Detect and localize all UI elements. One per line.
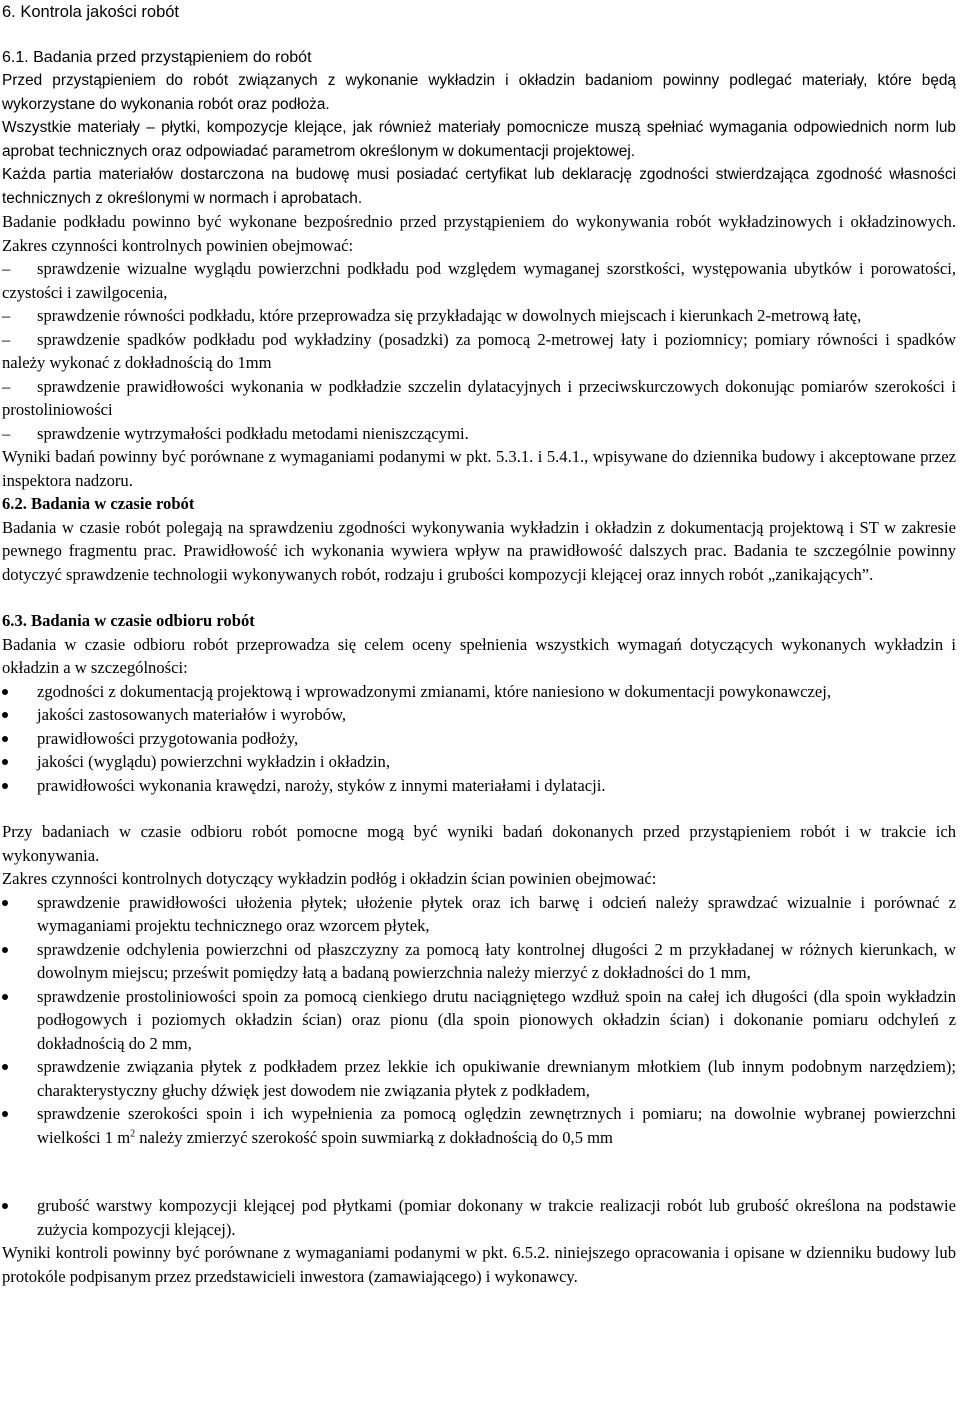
- paragraph: Zakres czynności kontrolnych dotyczący wykładzin podłóg i okładzin ścian powinien obejmować:: [2, 869, 657, 888]
- paragraph-part: Badanie podkładu powinno być wykonane bezpośrednio przed przystąpieniem do wykonywania robót wykładzinowych i okładzinowych.: [2, 212, 956, 231]
- bullet-icon: [2, 689, 8, 695]
- paragraph: Wyniki badań powinny być porównane z wymaganiami podanymi w pkt. 5.3.1. i 5.4.1., wpisywane do dziennika budowy i akceptowane przez inspektora nadzoru.: [2, 447, 956, 490]
- bullet-icon: [2, 1111, 8, 1117]
- list-item-text: sprawdzenie odchylenia powierzchni od płaszczyzny za pomocą łaty kontrolnej długości 2 m przykładanej w różnych kierunkach, w dowolnym miejscu; prześwit pomiędzy łatą a badaną powierzchnia należy mierzyć z dokładności do 1 mm,: [37, 939, 956, 982]
- dash-marker: –: [2, 376, 11, 396]
- dash-marker: –: [2, 329, 11, 349]
- bullet-icon: [2, 947, 8, 953]
- list-item-text: prawidłowości wykonania krawędzi, naroży, styków z innymi materiałami i dylatacji.: [37, 775, 606, 795]
- paragraph-part: Zakres czynności kontrolnych powinien obejmować:: [2, 235, 354, 255]
- list-item: [2, 750, 956, 774]
- heading-number: 6.3.: [2, 611, 27, 630]
- list-item-text: sprawdzenie wytrzymałości podkładu metodami nieniszczącymi.: [37, 423, 469, 443]
- paragraph: Badania w czasie odbioru robót przeprowadza się celem oceny spełnienia wszystkich wymagań dotyczących wykonanych wykładzin i okładzin a w szczególności:: [2, 634, 956, 677]
- list-item-text: sprawdzenie szerokości spoin i ich wypełnienia za pomocą oględzin zewnętrznych i pomiaru; na dowolnie wybranej powierzchni wielkości 1 m: [37, 1104, 956, 1147]
- bullet-icon: [2, 759, 8, 765]
- dash-marker: –: [2, 306, 11, 325]
- list-item-text: sprawdzenie prostoliniowości spoin za pomocą cienkiego drutu naciągniętego wzdłuż spoin na całej ich długości (dla spoin wykładzin podłogowych i poziomych okładzin ścian) oraz pionu (dla spoin pionowych okładzin ścian) i dokonanie pomiaru odchyleń z dokładnością do 2 mm,: [37, 986, 956, 1053]
- list-item-text: jakości (wyglądu) powierzchni wykładzin i okładzin,: [37, 752, 390, 771]
- list-item-text: sprawdzenie spadków podkładu pod wykładziny (posadzki) za pomocą 2-metrowej łaty i poziomnicy; pomiary równości i spadków należy wykonać z dokładnością do 1mm: [2, 329, 956, 372]
- superscript: 2: [130, 1127, 136, 1139]
- bullet-list: [2, 1194, 956, 1241]
- paragraph: Badania w czasie robót polegają na sprawdzeniu zgodności wykonywania wykładzin i okładzin z dokumentacją projektową i ST w zakresie pewnego fragmentu prac. Prawidłowość ich wykonania wywiera wpływ na prawidłowość dalszych prac. Badania te szczególnie powinny dotyczyć sprawdzenie technologii wykonywanych robót, rodzaju i grubości kompozycji klejącej oraz innych robót „zanikających”.: [2, 517, 956, 584]
- bullet-icon: [2, 1203, 8, 1209]
- heading-title: Badania w czasie odbioru robót: [26, 611, 255, 630]
- heading-title: Badania w czasie robót: [26, 494, 195, 513]
- list-item-text: zgodności z dokumentacją projektową i wprowadzonymi zmianami, które naniesiono w dokumentacji powykonawczej,: [37, 681, 831, 701]
- bullet-icon: [2, 900, 8, 906]
- list-item: [2, 1194, 956, 1241]
- list-item: [2, 985, 956, 1056]
- spacer: [2, 797, 956, 820]
- spacer: [2, 586, 956, 609]
- spacer: [2, 1149, 956, 1194]
- paragraph: Wyniki kontroli powinny być porównane z wymaganiami podanymi w pkt. 6.5.2. niniejszego opracowania i opisane w dzienniku budowy lub protokóle podpisanym przez przedstawicieli inwestora (zamawiającego) i wykonawcy.: [2, 1243, 956, 1286]
- list-item: [2, 891, 956, 938]
- list-item-text: należy zmierzyć szerokość spoin suwmiarką z dokładnością do 0,5 mm: [135, 1127, 613, 1147]
- list-item: [2, 328, 956, 375]
- list-item: [2, 680, 956, 704]
- list-item-text: sprawdzenie wizualne wyglądu powierzchni podkładu pod względem wymaganej szorstkości, występowania ubytków i porowatości, czystości i zawilgocenia,: [2, 259, 956, 302]
- section-heading: 6. Kontrola jakości robót: [2, 3, 180, 21]
- subsection-heading-6-3: [2, 609, 956, 633]
- paragraph: Przy badaniach w czasie odbioru robót pomocne mogą być wyniki badań dokonanych przed przystąpieniem robót i w trakcie ich wykonywania.: [2, 822, 956, 865]
- bullet-icon: [2, 994, 8, 1000]
- list-item-text: sprawdzenie równości podkładu, które przeprowadza się przykładając w dowolnych miejscach i kierunkach 2-metrową łatę,: [37, 306, 862, 325]
- subsection-heading-6-2: [2, 492, 956, 516]
- bullet-icon: [2, 712, 8, 718]
- dash-marker: –: [2, 423, 11, 443]
- list-item: [2, 703, 956, 727]
- list-item: [2, 774, 956, 798]
- list-item: [2, 304, 956, 328]
- list-item-text: sprawdzenie związania płytek z podkładem przez lekkie ich opukiwanie drewnianym młotkiem (lub innym podobnym narzędziem); charakterystyczny głuchy dźwięk jest dowodem nie związania płytek z podkładem,: [37, 1057, 956, 1100]
- paragraph: [2, 210, 956, 257]
- bullet-list: [2, 891, 956, 1150]
- list-item: [2, 1102, 956, 1149]
- bullet-icon: [2, 783, 8, 789]
- dash-marker: –: [2, 259, 11, 278]
- paragraph: Wszystkie materiały – płytki, kompozycje klejące, jak również materiały pomocnicze muszą spełniać wymagania odpowiednich norm lub aprobat technicznych oraz odpowiadać parametrom określonym w dokumentacji projektowej.: [2, 119, 956, 160]
- list-item-text: grubość warstwy kompozycji klejącej pod płytkami (pomiar dokonany w trakcie realizacji robót lub grubość określona na podstawie zużycia kompozycji klejącej).: [37, 1196, 956, 1239]
- check-list: [2, 257, 956, 445]
- list-item-text: prawidłowości przygotowania podłoży,: [37, 728, 299, 748]
- list-item: [2, 375, 956, 422]
- subsection-heading-6-1: 6.1. Badania przed przystąpieniem do robót: [2, 48, 312, 66]
- bullet-icon: [2, 736, 8, 742]
- list-item: [2, 257, 956, 304]
- list-item-text: sprawdzenie prawidłowości wykonania w podkładzie szczelin dylatacyjnych i przeciwskurczowych dokonując pomiarów szerokości i prostoliniowości: [2, 376, 956, 419]
- list-item-text: jakości zastosowanych materiałów i wyrobów,: [37, 705, 347, 724]
- list-item-text: sprawdzenie prawidłowości ułożenia płytek; ułożenie płytek oraz ich barwę i odcień należy sprawdzać wizualnie i porównać z wymaganiami projektu technicznego oraz wzorcem płytek,: [37, 892, 956, 935]
- list-item: [2, 938, 956, 985]
- paragraph: Przed przystąpieniem do robót związanych z wykonanie wykładzin i okładzin badaniom powinny podlegać materiały, które będą wykorzystane do wykonania robót oraz podłoża.: [2, 72, 956, 113]
- bullet-list: [2, 680, 956, 798]
- list-item: [2, 422, 956, 446]
- paragraph: Każda partia materiałów dostarczona na budowę musi posiadać certyfikat lub deklarację zgodności stwierdzająca zgodność własności technicznych z określonymi w normach i aprobatach.: [2, 166, 956, 207]
- heading-number: 6.2.: [2, 494, 27, 513]
- document-page: [2, 0, 956, 1288]
- list-item: [2, 1055, 956, 1102]
- list-item: [2, 727, 956, 751]
- bullet-icon: [2, 1064, 8, 1070]
